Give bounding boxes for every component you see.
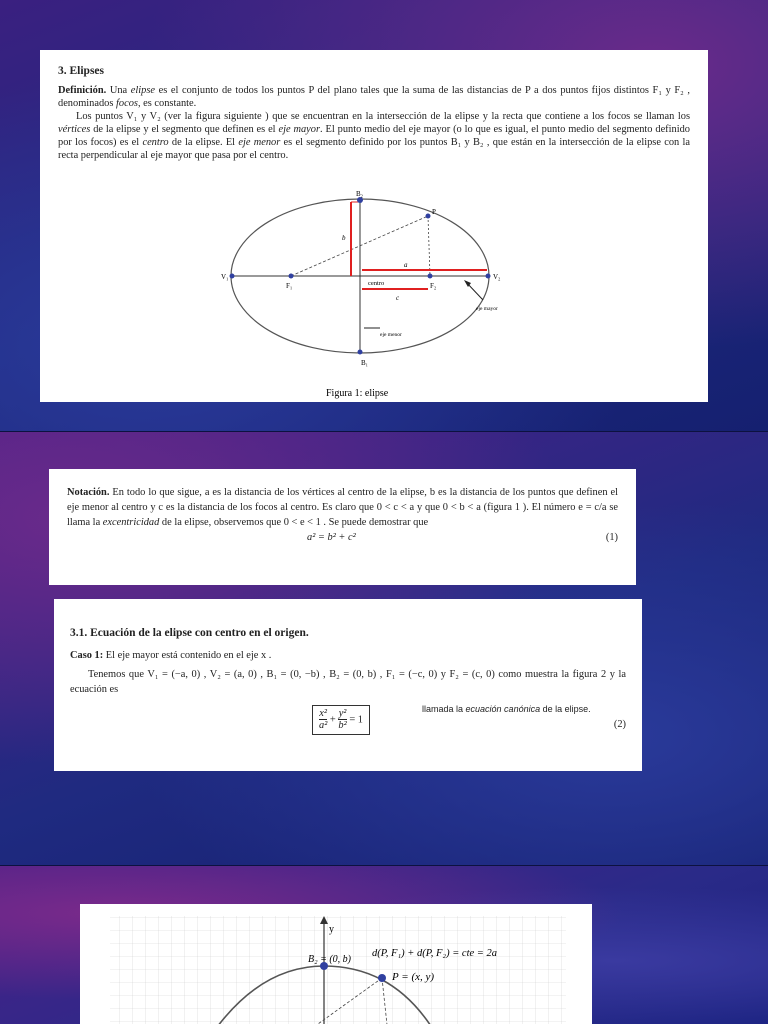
slide-1 [0,0,768,432]
equation-2-number: (2) [613,718,626,730]
term-vertices: vértices [58,124,91,136]
case-line [70,648,626,663]
notation-text: de la elipse, observemos que 0 < e < 1 . Se puede demostrar que [159,517,429,529]
label-c: c [396,294,400,302]
term-centro: centro [142,137,169,149]
definition-label: Definición. [58,85,107,97]
label-b: b [342,234,346,242]
equation-1: a² = b² + c² [307,532,356,544]
fraction-numerator: y² [338,707,347,719]
definition-text: es el conjunto de todos los puntos P del plano tales que la suma de las distancias de P a dos puntos fijos distintos F₁ y F₂ , denominados [58,85,690,110]
term-focos: focos [116,98,138,110]
figure-2-graph [80,904,592,1024]
definition-panel [40,50,708,402]
equation-1-row [67,530,618,546]
plus-sign: + [329,714,336,726]
notation-text: En todo lo que sigue, a es la distancia de los vértices al centro de la elipse, b es la distancia de los puntos que definen el eje menor al centro y c es la distancia de los focos al centro. Es claro que 0 < c < a y que 0 < b < a (figura 1 ). El número e = c/a se llama la [67,487,618,529]
label-p: P [432,208,436,216]
paragraph-text: Los puntos V₁ y V₂ (ver la figura siguiente ) que se encuentran en la intersección de la elipse y la recta que contiene a los focos se llaman los [76,111,690,123]
point-p [426,214,431,219]
y-axis-label: y [329,924,334,935]
equation-panel [54,599,642,771]
slide-2 [0,432,768,866]
figure-caption: Figura 1: elipse [326,388,389,399]
label-b1: B₁ [361,359,369,367]
equation-rhs: = 1 [349,714,363,726]
label-v2: V₂ [493,273,501,281]
point-p [378,974,386,982]
slide-3 [0,866,768,1024]
canonical-text: llamada la [422,703,466,714]
term-excentricidad: excentricidad [102,517,160,529]
notation-label: Notación. [67,487,110,498]
label-f1: F₁ [286,282,293,290]
ellipse-figure [58,190,690,405]
subsection-heading: 3.1. Ecuación de la elipse con centro en el origen. [70,627,309,639]
definition-text: Una [109,85,131,97]
equation-2-box [312,705,370,735]
label-a: a [404,261,408,269]
term-canonica: ecuación canónica [465,703,541,714]
vertices-paragraph [58,110,690,162]
label-v1: V₁ [221,273,229,281]
case-paragraph: Tenemos que V₁ = (−a, 0) , V₂ = (a, 0) , B₁ = (0, −b) , B₂ = (0, b) , F₁ = (−c, 0) y F₂ = (c, 0) como muestra la figura 2 y la ecuación es [70,668,626,695]
point-f2 [428,274,433,279]
term-eje-menor: eje menor [238,137,281,149]
point-f1 [289,274,294,279]
fraction-denominator: b² [338,720,347,732]
label-p: P = (x, y) [392,971,435,983]
point-b1 [358,350,363,355]
definition-paragraph [58,84,690,110]
label-centro: centro [368,280,385,287]
case-label: Caso 1: [70,649,104,661]
fraction-x [319,708,327,732]
term-elipse: elipse [130,85,155,97]
label-distance-sum: d(P, F₁) + d(P, F₂) = cte = 2a [372,948,497,959]
label-eje-mayor: eje mayor [476,306,498,312]
fraction-numerator: x² [319,707,328,719]
point-v1 [230,274,235,279]
label-eje-menor: eje menor [380,332,402,338]
canonical-note [422,703,591,716]
grid-background [110,916,566,1024]
label-b2: B₂ = (0, b) [308,954,351,965]
section-heading: 3. Elipses [58,65,105,77]
case-text: El eje mayor está contenido en el eje x . [103,649,272,661]
dashed-pf2 [428,216,430,276]
paragraph-text: es el segmento definido por los puntos B₁ y B₂ , que están en la intersección de la elipse con la recta perpendicular al eje mayor que pasa por el centro. [58,137,691,162]
fraction-denominator: a² [319,720,328,732]
term-eje-mayor: eje mayor [278,124,321,136]
figure-2-panel [80,904,592,1024]
equation-2-row [70,703,626,747]
paragraph-text: de la elipse. El [168,137,239,149]
label-b2: B₂ [356,190,364,198]
definition-text: , es constante. [137,98,197,110]
equation-1-number: (1) [605,532,618,544]
canonical-text: de la elipse. [540,703,591,714]
point-v2 [486,274,491,279]
paragraph-text: de la elipse y el segmento que definen es el [90,124,279,136]
paragraph-text: . El punto medio del eje mayor (o lo que es igual, el punto medio del segmento definido por los focos) es el [58,124,691,149]
notation-panel [49,469,636,585]
fraction-y [338,708,346,732]
label-f2: F₂ [430,282,437,290]
notation-paragraph [67,485,618,530]
